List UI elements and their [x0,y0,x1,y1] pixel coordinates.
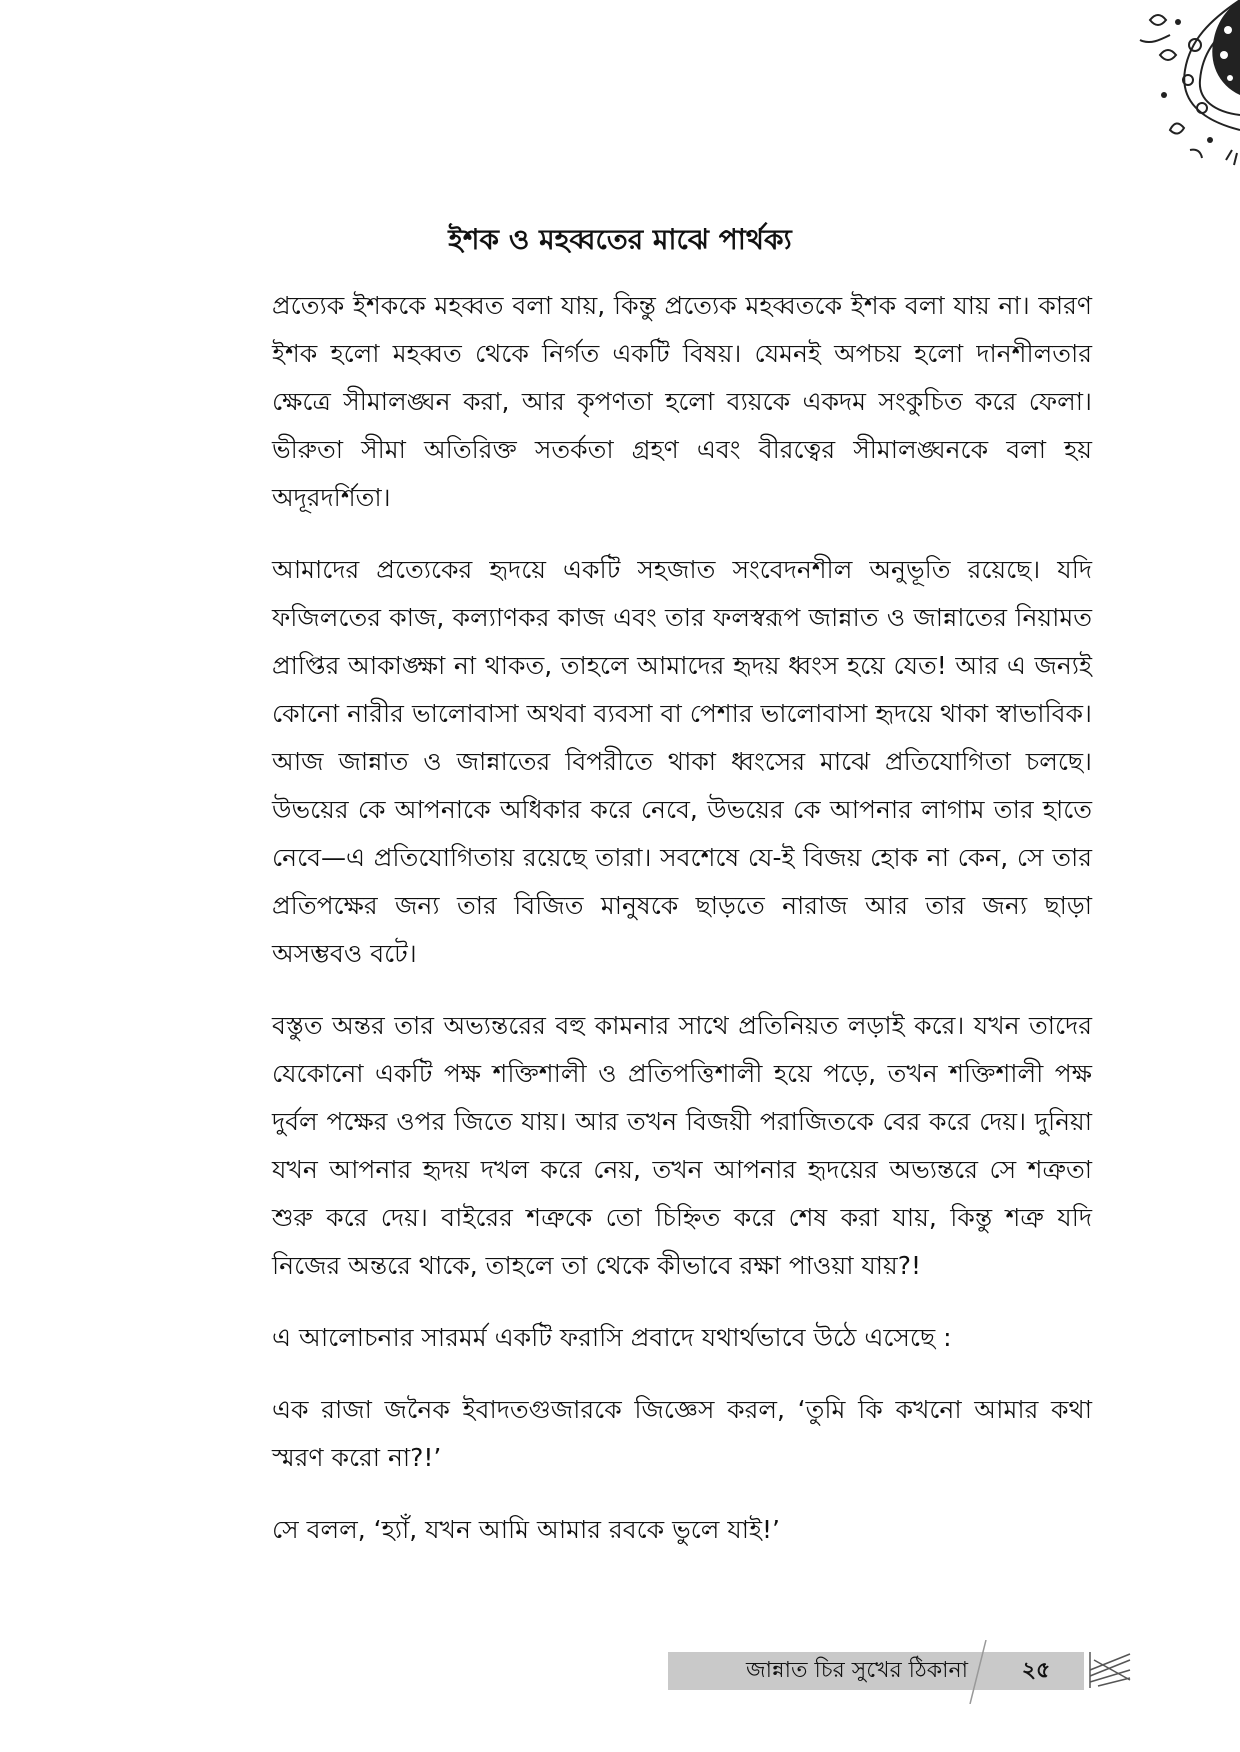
paragraph: আমাদের প্রত্যেকের হৃদয়ে একটি সহজাত সংবেদনশীল অনুভূতি রয়েছে। যদি ফজিলতের কাজ, কল্যাণকর কাজ এবং তার ফলস্বরূপ জান্নাত ও জান্নাতের নিয়ামত প্রাপ্তির আকাঙ্ক্ষা না থাকত, তাহলে আমাদের হৃদয় ধ্বংস হয়ে যেত! আর এ জন্যই কোনো নারীর ভালোবাসা অথবা ব্যবসা বা পেশার ভালোবাসা হৃদয়ে থাকা স্বাভাবিক। আজ জান্নাত ও জান্নাতের বিপরীতে থাকা ধ্বংসের মাঝে প্রতিযোগিতা চলছে। উভয়ের কে আপনাকে অধিকার করে নেবে, উভয়ের কে আপনার লাগাম তার হাতে নেবে—এ প্রতিযোগিতায় রয়েছে তারা। সবশেষে যে-ই বিজয় হোক না কেন, সে তার প্রতিপক্ষের জন্য তার বিজিত মানুষকে ছাড়তে নারাজ আর তার জন্য ছাড়া অসম্ভবও বটে। [272,555,1092,968]
sketch-lines-icon [1088,1650,1132,1690]
paragraph: এ আলোচনার সারমর্ম একটি ফরাসি প্রবাদে যথার্থভাবে উঠে এসেছে : [272,1323,952,1352]
page-footer [668,1640,1240,1704]
paragraph: প্রত্যেক ইশককে মহব্বত বলা যায়, কিন্তু প্রত্যেক মহব্বতকে ইশক বলা যায় না। কারণ ইশক হলো মহব্বত থেকে নির্গত একটি বিষয়। যেমনই অপচয় হলো দানশীলতার ক্ষেত্রে সীমালঙ্ঘন করা, আর কৃপণতা হলো ব্যয়কে একদম সংকুচিত করে ফেলা। ভীরুতা সীমা অতিরিক্ত সতর্কতা গ্রহণ এবং বীরত্বের সীমালঙ্ঘনকে বলা হয় অদূরদর্শিতা। [272,291,1092,512]
divider-slash-icon [958,1640,998,1704]
paragraph: বস্তুত অন্তর তার অভ্যন্তরের বহু কামনার সাথে প্রতিনিয়ত লড়াই করে। যখন তাদের যেকোনো একটি পক্ষ শক্তিশালী ও প্রতিপত্তিশালী হয়ে পড়ে, তখন শক্তিশালী পক্ষ দুর্বল পক্ষের ওপর জিতে যায়। আর তখন বিজয়ী পরাজিতকে বের করে দেয়। দুনিয়া যখন আপনার হৃদয় দখল করে নেয়, তখন আপনার হৃদয়ের অভ্যন্তরে সে শত্রুতা শুরু করে দেয়। বাইরের শত্রুকে তো চিহ্নিত করে শেষ করা যায়, কিন্তু শত্রু যদি নিজের অন্তরে থাকে, তাহলে তা থেকে কীভাবে রক্ষা পাওয়া যায়?! [272,1011,1092,1280]
page-number: ২৫ [1021,1658,1051,1683]
paragraph: সে বলল, ‘হ্যাঁ, যখন আমি আমার রবকে ভুলে যাই!’ [272,1515,780,1544]
footer-book-title: জান্নাত চির সুখের ঠিকানা [745,1658,968,1683]
paragraph: এক রাজা জনৈক ইবাদতগুজারকে জিজ্ঞেস করল, ‘তুমি কি কখনো আমার কথা স্মরণ করো না?!’ [272,1395,1092,1472]
body-text [272,282,1092,1578]
floral-ornament-icon [1090,0,1240,170]
page-title: ইশক ও মহব্বতের মাঝে পার্থক্য [448,223,792,256]
